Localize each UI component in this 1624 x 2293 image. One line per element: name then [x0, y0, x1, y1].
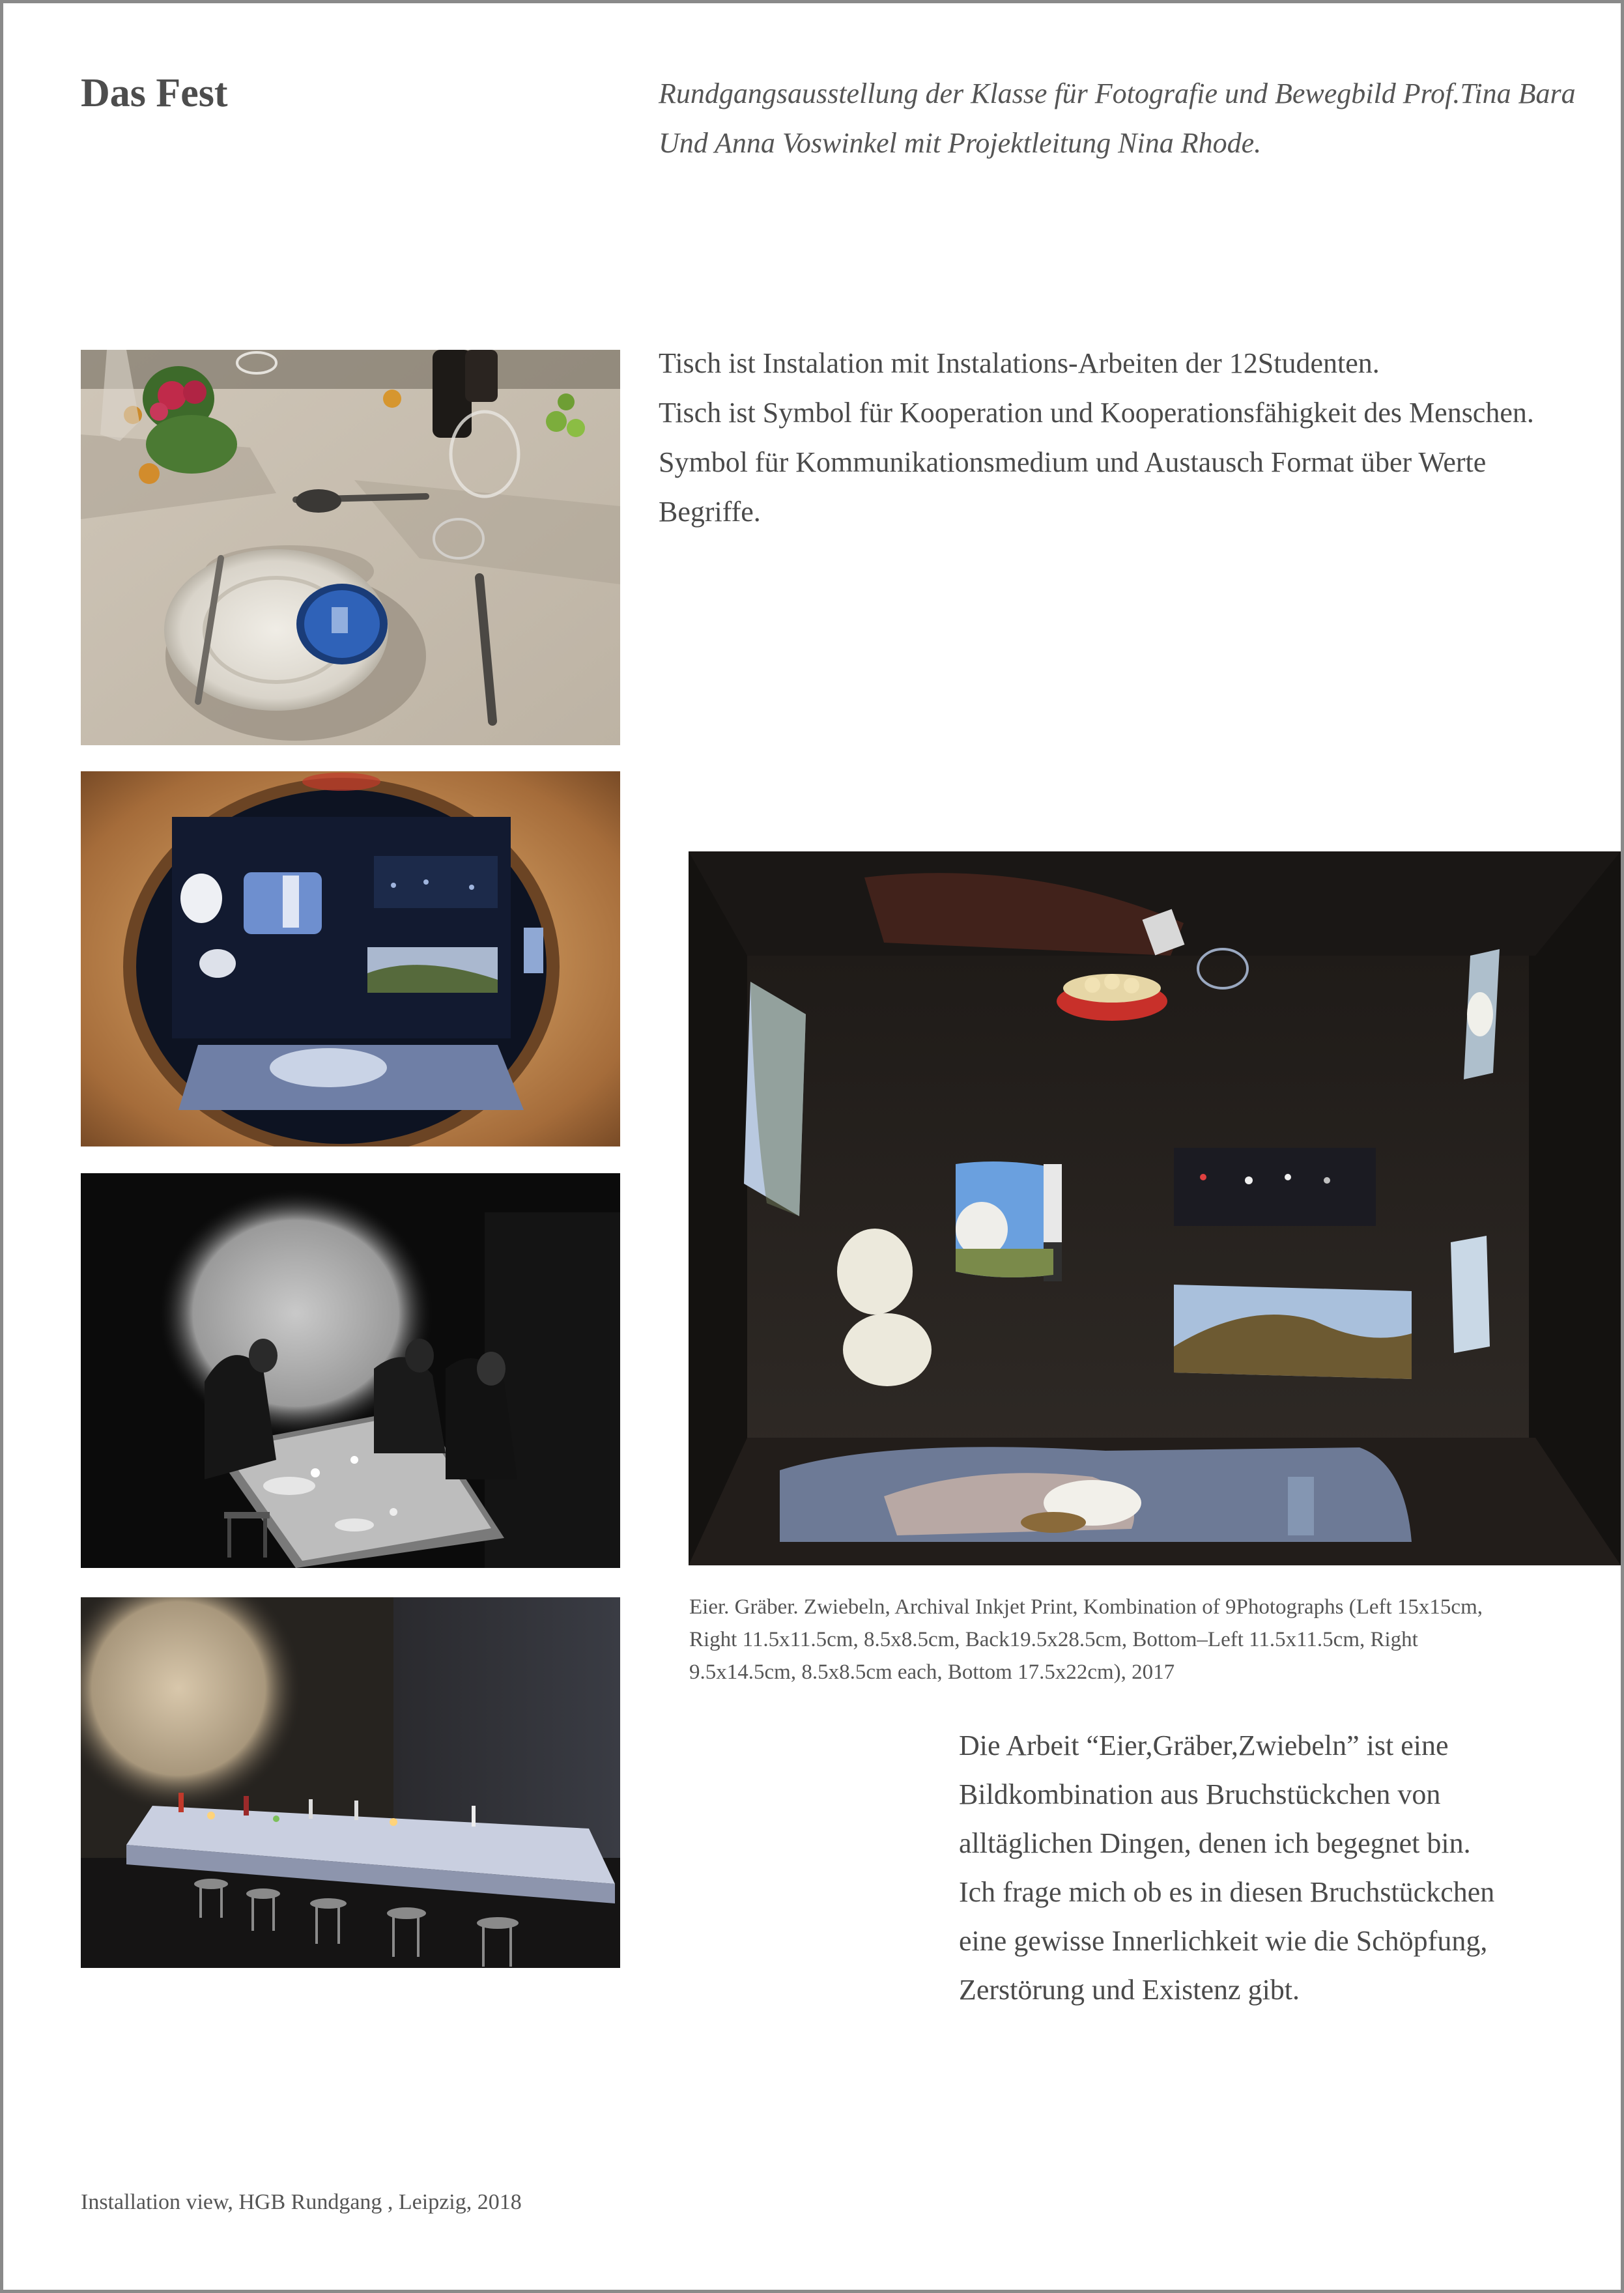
installation-credit: Installation view, HGB Rundgang , Leipzig, 2018	[81, 2190, 522, 2214]
photo-eier-graeber-zwiebeln	[689, 851, 1621, 1565]
page-title: Das Fest	[81, 71, 228, 115]
caption-line: Right 11.5x11.5cm, 8.5x8.5cm, Back19.5x28.5cm, Bottom–Left 11.5x11.5cm, Right	[689, 1628, 1418, 1651]
intro-line: Tisch ist Instalation mit Instalations-Arbeiten der 12Studenten.	[659, 347, 1380, 379]
statement-line: Bildkombination aus Bruchstückchen von	[959, 1778, 1441, 1810]
exhibition-subtitle	[659, 69, 1576, 168]
statement-line: Die Arbeit “Eier,Gräber,Zwiebeln” ist eine	[959, 1730, 1449, 1761]
photo-table-setting	[81, 350, 620, 745]
caption-line: Eier. Gräber. Zwiebeln, Archival Inkjet Print, Kombination of 9Photographs (Left 15x15cm,	[689, 1595, 1483, 1619]
intro-line: Tisch ist Symbol für Kooperation und Kooperationsfähigkeit des Menschen.	[659, 397, 1534, 429]
artist-statement	[959, 1721, 1584, 2014]
subtitle-line: Rundgangsausstellung der Klasse für Fotografie und Bewegbild Prof.Tina Bara	[659, 78, 1576, 109]
artwork-caption	[689, 1591, 1549, 1688]
intro-text	[659, 339, 1584, 537]
photo-spotlight-installation	[81, 1173, 620, 1568]
statement-line: Ich frage mich ob es in diesen Bruchstückchen	[959, 1876, 1495, 1908]
photo-long-table	[81, 1597, 620, 1968]
photo-peephole-view	[81, 771, 620, 1146]
subtitle-line: Und Anna Voswinkel mit Projektleitung Nina Rhode.	[659, 127, 1262, 159]
statement-line: alltäglichen Dingen, denen ich begegnet bin.	[959, 1827, 1471, 1859]
intro-line: Symbol für Kommunikationsmedium und Austausch Format über Werte	[659, 446, 1487, 478]
caption-line: 9.5x14.5cm, 8.5x8.5cm each, Bottom 17.5x22cm), 2017	[689, 1660, 1175, 1684]
statement-line: Zerstörung und Existenz gibt.	[959, 1974, 1300, 2006]
statement-line: eine gewisse Innerlichkeit wie die Schöpfung,	[959, 1925, 1488, 1957]
intro-line: Begriffe.	[659, 496, 761, 528]
